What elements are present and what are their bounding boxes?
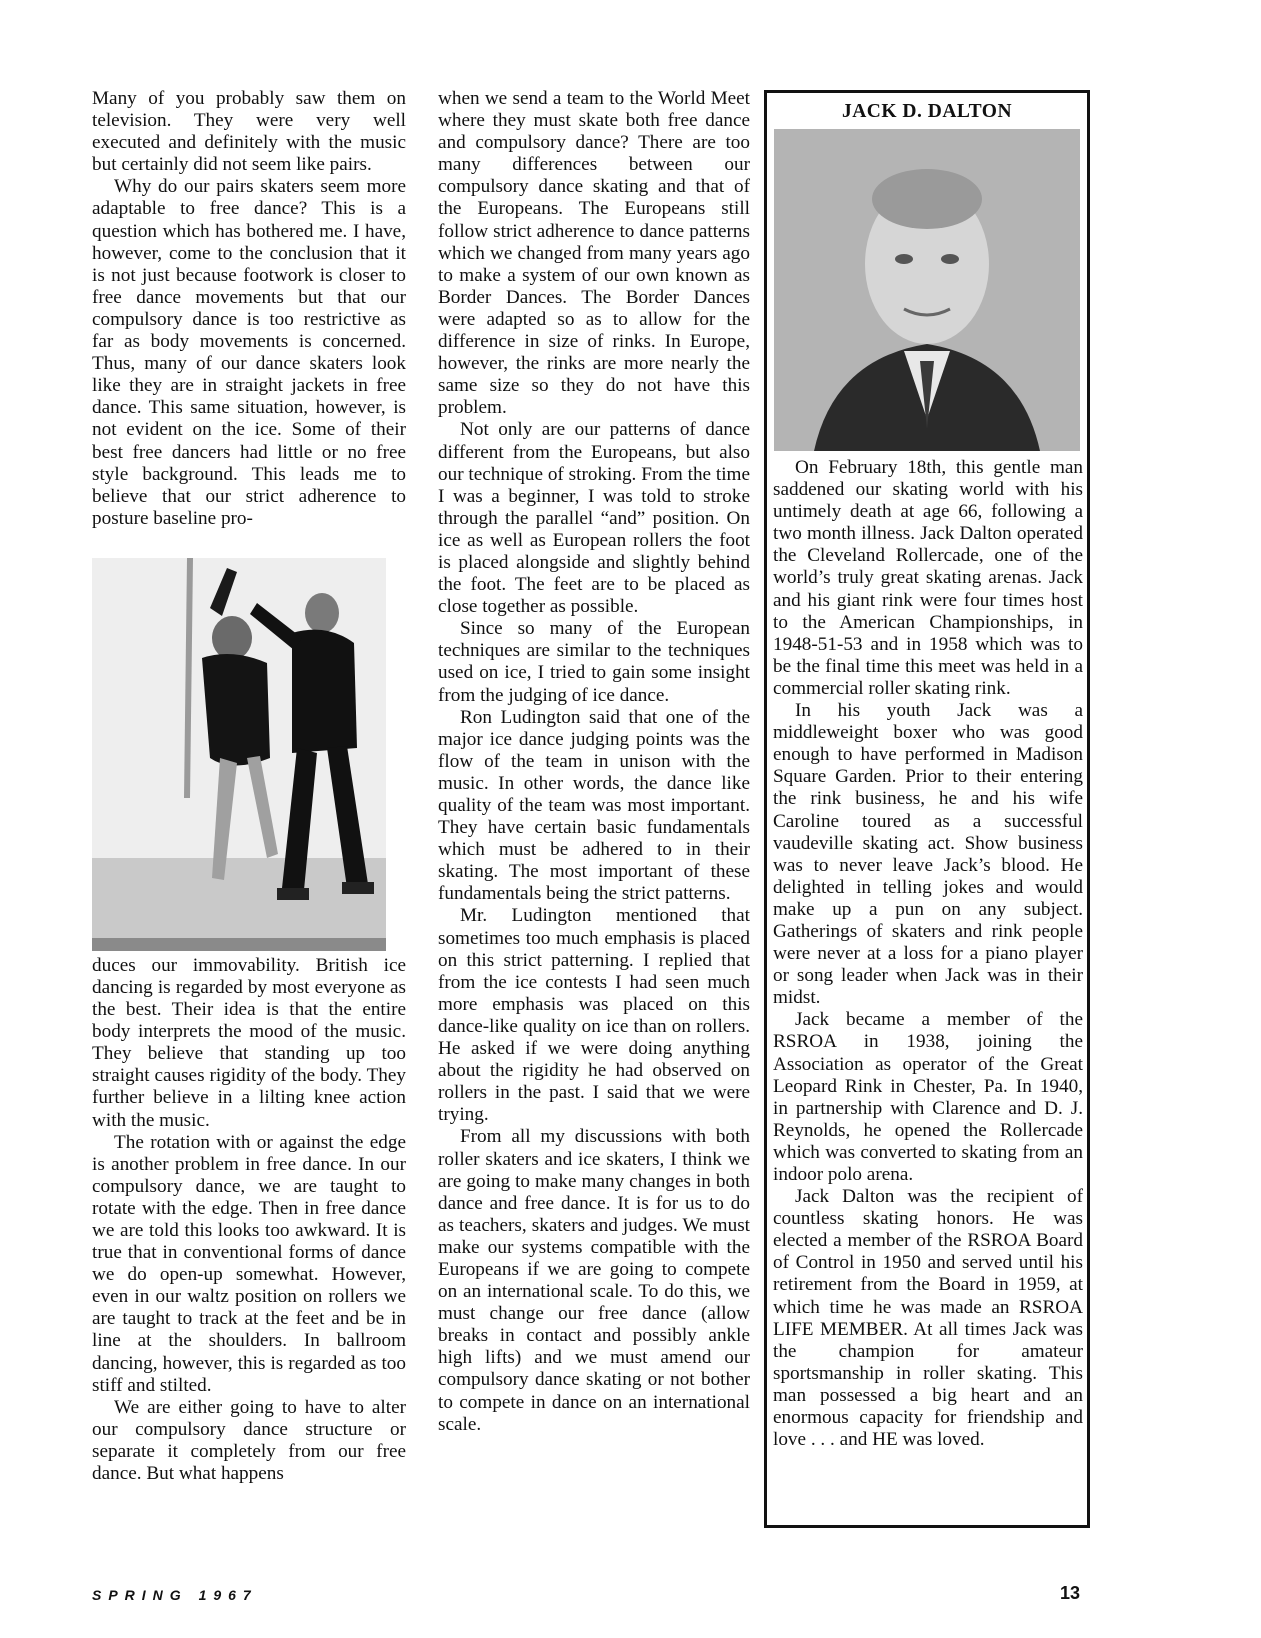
paragraph: We are either going to have to alter our compulsory dance structure or separate it completely from our free dance. But what happens xyxy=(92,1396,406,1485)
paragraph: Jack Dalton was the recipient of countless skating honors. He was elected a member of the RSROA Board of Control in 1950 and served until his retirement from the Board in 1959, at which time he was made an RSROA LIFE MEMBER. At all times Jack was the champion for amateur sportsmanship in roller skating. This man possessed a big heart and an enormous capacity for friendship and love . . . and HE was loved. xyxy=(773,1186,1083,1451)
issue-folio: SPRING 1967 xyxy=(92,1587,258,1603)
column-left xyxy=(92,88,406,1485)
paragraph: Jack became a member of the RSROA in 1938, joining the Association as operator of the Great Leopard Rink in Chester, Pa. In 1940, in partnership with Clarence and D. J. Reynolds, he opened the Rollercade which was converted to skating from an indoor polo arena. xyxy=(773,1009,1083,1185)
paragraph: Why do our pairs skaters seem more adaptable to free dance? This is a question which has bothered me. I have, however, come to the conclusion that it is not just because footwork is closer to free dance movements but that our compulsory dance is too restrictive as far as body movements is concerned. Thus, many of our dance skaters look like they are in straight jackets in free dance. This same situation, however, is not evident on the ice. Some of their best free dancers had little or no free style background. This leads me to believe that our strict adherence to posture baseline pro- xyxy=(92,176,406,529)
paragraph: Mr. Ludington mentioned that sometimes too much emphasis is placed on this strict patterning. I replied that from the ice contests I had seen much more emphasis was placed on this dance-like quality on ice than on rollers. He asked if we were doing anything about the rigidity he had observed on rollers in the past. I said that we were trying. xyxy=(438,905,750,1126)
paragraph: Since so many of the European techniques are similar to the techniques used on ice, I tried to gain some insight from the judging of ice dance. xyxy=(438,618,750,706)
paragraph: From all my discussions with both roller skaters and ice skaters, I think we are going to make many changes in both dance and free dance. It is for us to do as teachers, skaters and judges. We must make our systems compatible with the Europeans if we are going to compete on an international scale. To do this, we must change our free dance (allow breaks in contact and possibly ankle high lifts) and we must amend our compulsory dance skating or not bother to compete in dance on an international scale. xyxy=(438,1126,750,1435)
paragraph: Ron Ludington said that one of the major ice dance judging points was the flow of the team in unison with the music. In other words, the dance like quality of the team was most important. They have certain basic fundamentals which must be adhered to in their skating. The most important of these fundamentals being the strict patterns. xyxy=(438,706,750,905)
portrait-photo xyxy=(774,129,1080,451)
paragraph: The rotation with or against the edge is another problem in free dance. In our compulsory dance, we are taught to rotate with the edge. Then in free dance we are told this looks too awkward. It is true that in conventional forms of dance we do open-up somewhat. However, even in our waltz position on rollers we are taught to track at the feet and be in line at the shoulders. In ballroom dancing, however, this is regarded as too stiff and stilted. xyxy=(92,1131,406,1396)
paragraph: Not only are our patterns of dance different from the Europeans, but also our technique of stroking. From the time I was a beginner, I was told to stroke through the parallel “and” position. On ice as well as European rollers the foot is placed alongside and slightly behind the foot. The feet are to be placed as close together as possible. xyxy=(438,419,750,618)
page-number: 13 xyxy=(1060,1583,1081,1603)
paragraph: duces our immovability. British ice dancing is regarded by most everyone as the best. Their idea is that the entire body interprets the mood of the music. They believe that standing up too straight causes rigidity of the body. They further believe in a lilting knee action with the music. xyxy=(92,954,406,1131)
paragraph: when we send a team to the World Meet where they must skate both free dance and compulsory dance? There are too many differences between our compulsory dance skating and that of the Europeans. The Europeans still follow strict adherence to dance patterns which we changed from many years ago to make a system of our own known as Border Dances. The Border Dances were adapted so as to allow for the difference in size of rinks. In Europe, however, the rinks are more nearly the same size so they do not have this problem. xyxy=(438,88,750,419)
obituary-box xyxy=(764,90,1090,1528)
paragraph: Many of you probably saw them on television. They were very well executed and definitely with the music but certainly did not seem like pairs. xyxy=(92,88,406,176)
obituary-text xyxy=(767,451,1087,1451)
dance-pair-illustration xyxy=(92,558,386,951)
dance-pair-photo xyxy=(92,558,386,951)
obituary-title: JACK D. DALTON xyxy=(841,101,1013,122)
paragraph: In his youth Jack was a middleweight boxer who was good enough to have performed in Madison Square Garden. Prior to their entering the rink business, he and his wife Caroline toured as a successful vaudeville skating act. Show business was to never leave Jack’s blood. He delighted in telling jokes and would make up a pun on any subject. Gatherings of skaters and rink people were never at a loss for a piano player or song leader when Jack was in their midst. xyxy=(773,700,1083,1009)
column-middle xyxy=(438,88,750,1436)
paragraph: On February 18th, this gentle man saddened our skating world with his untimely death at age 66, following a two month illness. Jack Dalton operated the Cleveland Rollercade, one of the world’s truly great skating arenas. Jack and his giant rink were four times host to the American Championships, in 1948-51-53 and in 1958 which was to be the final time this meet was held in a commercial roller skating rink. xyxy=(773,457,1083,699)
